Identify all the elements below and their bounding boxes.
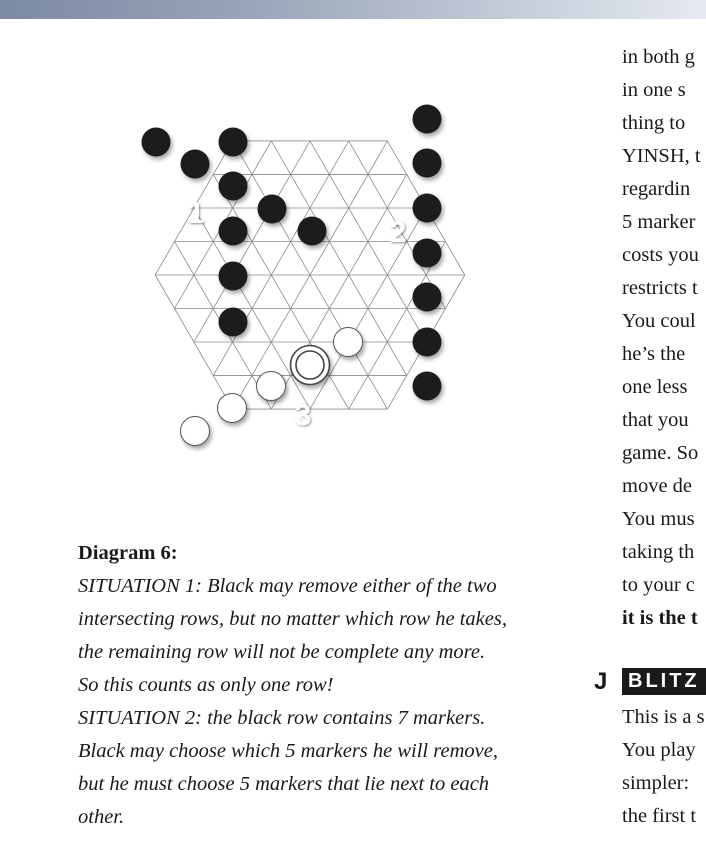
body-line: one less	[622, 376, 688, 398]
caption-line: the remaining row will not be complete any more.	[78, 641, 486, 663]
caption-line: SITUATION 2: the black row contains 7 markers.	[78, 707, 486, 729]
section-body	[622, 701, 705, 833]
body-line: This is a s	[622, 706, 705, 728]
black-marker	[219, 128, 248, 157]
black-marker	[258, 195, 287, 224]
white-ring	[291, 346, 330, 385]
body-line: You mus	[622, 508, 695, 530]
body-line: to your c	[622, 574, 695, 596]
white-marker	[218, 394, 247, 423]
black-marker	[181, 150, 210, 179]
black-marker	[413, 239, 442, 268]
caption-title: Diagram 6:	[78, 542, 178, 564]
body-line: game. So	[622, 442, 699, 464]
black-marker	[413, 328, 442, 357]
body-line: he’s the	[622, 343, 686, 365]
body-line: regardin	[622, 178, 691, 200]
caption-line: other.	[78, 806, 125, 828]
body-line: 5 marker	[622, 211, 696, 233]
situation-label: 2	[389, 216, 407, 249]
body-line: restricts t	[622, 277, 698, 299]
black-marker	[413, 283, 442, 312]
body-line: in one s	[622, 79, 686, 101]
white-marker	[334, 328, 363, 357]
diagram-caption	[78, 537, 578, 834]
body-line-bold: it is the t	[622, 607, 698, 629]
black-marker	[219, 217, 248, 246]
body-line: in both g	[622, 46, 695, 68]
body-line: YINSH, t	[622, 145, 701, 167]
black-marker	[219, 172, 248, 201]
caption-line: but he must choose 5 markers that lie next to each	[78, 773, 490, 795]
right-text-column	[622, 41, 706, 635]
body-line: You coul	[622, 310, 696, 332]
black-marker	[413, 194, 442, 223]
caption-line: Black may choose which 5 markers he will remove,	[78, 740, 498, 762]
caption-line: So this counts as only one row!	[78, 674, 334, 696]
section-title: BLITZ	[622, 668, 706, 695]
body-line: thing to	[622, 112, 686, 134]
body-line: that you	[622, 409, 689, 431]
situation-label: 3	[294, 399, 312, 432]
black-marker	[219, 262, 248, 291]
grid-line	[271, 174, 406, 409]
body-line: costs you	[622, 244, 699, 266]
black-marker	[413, 372, 442, 401]
white-marker	[181, 417, 210, 446]
body-line: the first t	[622, 805, 697, 827]
black-marker	[413, 105, 442, 134]
body-line: move de	[622, 475, 693, 497]
body-line: taking th	[622, 541, 695, 563]
section-letter: J	[594, 668, 608, 695]
caption-line: intersecting rows, but no matter which row he takes,	[78, 608, 507, 630]
situation-label: 1	[187, 197, 205, 230]
black-marker	[142, 128, 171, 157]
black-marker	[413, 149, 442, 178]
body-line: simpler:	[622, 772, 690, 794]
black-marker	[219, 308, 248, 337]
black-marker	[298, 217, 327, 246]
white-marker	[257, 372, 286, 401]
body-line: You play	[622, 739, 696, 761]
caption-line: SITUATION 1: Black may remove either of the two	[78, 575, 497, 597]
